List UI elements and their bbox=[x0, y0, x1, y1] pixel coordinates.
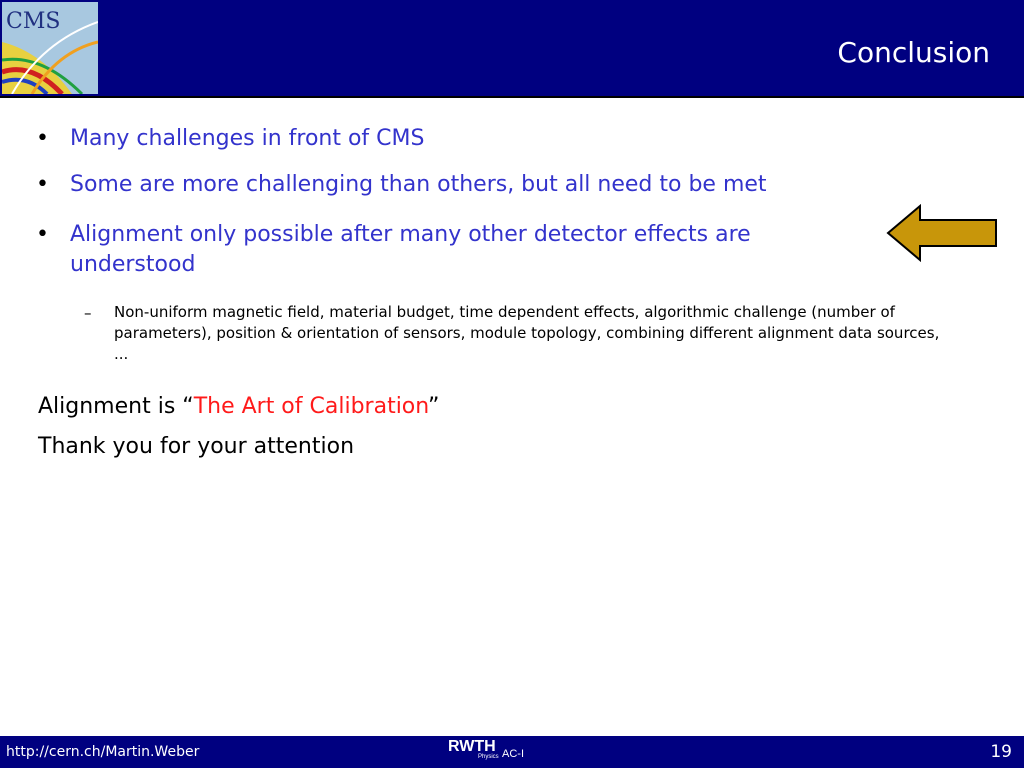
rwth-logo-sub: Physics bbox=[478, 754, 499, 760]
bullet-dot-icon: • bbox=[36, 126, 49, 151]
header-bar bbox=[0, 0, 1024, 98]
footer-url: http://cern.ch/Martin.Weber bbox=[6, 744, 200, 760]
bullet-text: Alignment only possible after many other detector effects are understood bbox=[70, 222, 751, 277]
art-of-calibration-line bbox=[38, 392, 439, 422]
bullet-text: Many challenges in front of CMS bbox=[70, 126, 425, 151]
bullet-text: Some are more challenging than others, but all need to be met bbox=[70, 172, 767, 197]
bullet-dot-icon: • bbox=[36, 222, 49, 247]
rwth-logo-ac: AC-I bbox=[502, 748, 524, 760]
statement-highlight: The Art of Calibration bbox=[193, 394, 429, 419]
bullet-dot-icon: • bbox=[36, 172, 49, 197]
statement-suffix: ” bbox=[428, 394, 440, 419]
cms-logo-text: CMS bbox=[6, 9, 61, 34]
footer-bar bbox=[0, 736, 1024, 768]
statement-prefix: Alignment is “ bbox=[38, 394, 194, 419]
left-arrow-icon bbox=[886, 204, 1000, 262]
slide-title: Conclusion bbox=[837, 36, 990, 69]
page-number: 19 bbox=[990, 742, 1012, 762]
cms-logo-icon bbox=[2, 2, 98, 94]
sub-bullet-dash-icon: – bbox=[84, 304, 92, 322]
rwth-logo: RWTH bbox=[448, 738, 496, 755]
thank-you-line: Thank you for your attention bbox=[38, 434, 355, 459]
sub-bullet-text: Non-uniform magnetic field, material budget, time dependent effects, algorithmic challenge (number of parameters), position & orientation of sensors, module topology, combining different alignment data sources, ... bbox=[114, 303, 940, 363]
